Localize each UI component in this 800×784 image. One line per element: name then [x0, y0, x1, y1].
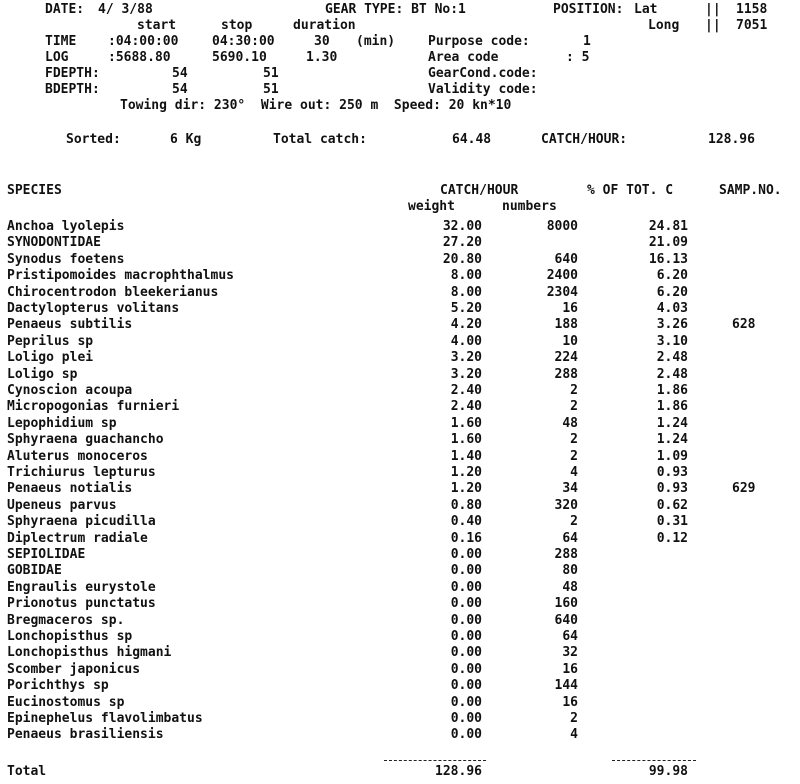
validity-label: Validity code: [428, 82, 538, 97]
time-label: TIME [45, 34, 77, 49]
lat-label: Lat [634, 2, 658, 17]
row-pct: 1.24 [656, 432, 688, 447]
pct-total-rule [612, 760, 696, 761]
log-label: LOG [45, 50, 69, 65]
species-name: Peprilus sp [7, 334, 94, 349]
row-numbers: 16 [562, 301, 578, 316]
row-weight: 0.00 [450, 695, 482, 710]
row-weight: 8.00 [450, 268, 482, 283]
row-weight: 1.20 [450, 481, 482, 496]
species-name: Porichthys sp [7, 678, 109, 693]
row-pct: 0.12 [656, 531, 688, 546]
row-numbers: 188 [554, 317, 578, 332]
row-pct: 1.09 [656, 449, 688, 464]
species-name: Micropogonias furnieri [7, 399, 180, 414]
sorted-value: 6 Kg [170, 132, 202, 147]
catch-per-hour-label: CATCH/HOUR: [541, 132, 628, 147]
row-numbers: 640 [554, 252, 578, 267]
row-pct: 16.13 [648, 252, 688, 267]
row-weight: 1.40 [450, 449, 482, 464]
row-numbers: 2400 [546, 268, 578, 283]
species-name: Engraulis eurystole [7, 580, 156, 595]
pct-total-header: % OF TOT. C [587, 183, 674, 198]
long-separator: || [705, 18, 721, 33]
species-name: Epinephelus flavolimbatus [7, 711, 203, 726]
species-name: Aluterus monoceros [7, 449, 148, 464]
row-samp-no: 628 [732, 317, 756, 332]
time-duration: 30 [314, 34, 330, 49]
row-numbers: 4 [570, 727, 578, 742]
row-pct: 0.31 [656, 514, 688, 529]
species-name: Pristipomoides macrophthalmus [7, 268, 234, 283]
row-weight: 0.00 [450, 711, 482, 726]
catch-per-hour-value: 128.96 [708, 132, 755, 147]
row-numbers: 288 [554, 367, 578, 382]
long-value: 7051 [736, 18, 768, 33]
row-pct: 2.48 [656, 350, 688, 365]
species-name: SYNODONTIDAE [7, 235, 101, 250]
row-numbers: 48 [562, 580, 578, 595]
row-pct: 1.86 [656, 383, 688, 398]
row-weight: 4.00 [450, 334, 482, 349]
row-numbers: 2 [570, 449, 578, 464]
species-name: Sphyraena guachancho [7, 432, 164, 447]
species-name: SEPIOLIDAE [7, 547, 86, 562]
row-pct: 1.86 [656, 399, 688, 414]
total-catch-value: 64.48 [452, 132, 492, 147]
species-header: SPECIES [7, 183, 62, 198]
row-weight: 0.16 [450, 531, 482, 546]
row-weight: 8.00 [450, 285, 482, 300]
row-numbers: 32 [562, 645, 578, 660]
row-numbers: 320 [554, 498, 578, 513]
species-name: Anchoa lyolepis [7, 219, 125, 234]
species-name: Lonchopisthus sp [7, 629, 133, 644]
species-name: Lonchopisthus higmani [7, 645, 172, 660]
time-unit: (min) [356, 34, 396, 49]
date-label: DATE: [45, 2, 85, 17]
row-weight: 0.00 [450, 645, 482, 660]
row-numbers: 4 [570, 465, 578, 480]
date-value: 4/ 3/88 [98, 2, 153, 17]
time-start: :04:00:00 [108, 34, 179, 49]
row-pct: 21.09 [648, 235, 688, 250]
row-numbers: 80 [562, 563, 578, 578]
row-numbers: 2 [570, 514, 578, 529]
species-name: Bregmaceros sp. [7, 613, 125, 628]
row-weight: 0.00 [450, 613, 482, 628]
row-pct: 1.24 [656, 416, 688, 431]
row-numbers: 48 [562, 416, 578, 431]
row-pct: 3.26 [656, 317, 688, 332]
weight-subheader: weight [408, 199, 455, 214]
row-numbers: 10 [562, 334, 578, 349]
species-name: Trichiurus lepturus [7, 465, 156, 480]
row-pct: 4.03 [656, 301, 688, 316]
row-numbers: 64 [562, 531, 578, 546]
log-start: :5688.80 [108, 50, 171, 65]
total-catch-label: Total catch: [273, 132, 367, 147]
row-numbers: 2 [570, 711, 578, 726]
row-weight: 0.00 [450, 596, 482, 611]
towing-line: Towing dir: 230° Wire out: 250 m Speed: 20 kn*10 [120, 98, 512, 113]
samp-no-header: SAMP.NO. [719, 183, 782, 198]
area-label: Area code [428, 50, 499, 65]
species-name: Scomber japonicus [7, 662, 141, 677]
purpose-label: Purpose code: [428, 34, 530, 49]
row-weight: 0.80 [450, 498, 482, 513]
fdepth-start: 54 [172, 66, 188, 81]
total-label: Total [7, 764, 47, 779]
row-weight: 0.00 [450, 547, 482, 562]
row-numbers: 288 [554, 547, 578, 562]
species-name: Sphyraena picudilla [7, 514, 156, 529]
total-weight: 128.96 [435, 764, 482, 779]
row-pct: 0.93 [656, 465, 688, 480]
species-name: Penaeus notialis [7, 481, 133, 496]
row-pct: 6.20 [656, 268, 688, 283]
total-pct: 99.98 [648, 764, 688, 779]
row-numbers: 144 [554, 678, 578, 693]
sorted-label: Sorted: [66, 132, 121, 147]
species-name: Penaeus brasiliensis [7, 727, 164, 742]
row-weight: 0.00 [450, 563, 482, 578]
species-name: Loligo sp [7, 367, 78, 382]
row-numbers: 34 [562, 481, 578, 496]
log-duration: 1.30 [306, 50, 338, 65]
col-start: start [137, 18, 177, 33]
catch-hour-header: CATCH/HOUR [440, 183, 519, 198]
species-name: GOBIDAE [7, 563, 62, 578]
row-numbers: 2 [570, 432, 578, 447]
row-pct: 0.93 [656, 481, 688, 496]
row-pct: 6.20 [656, 285, 688, 300]
species-name: Lepophidium sp [7, 416, 117, 431]
area-value: : 5 [566, 50, 590, 65]
fdepth-label: FDEPTH: [45, 66, 100, 81]
time-stop: 04:30:00 [212, 34, 275, 49]
bdepth-start: 54 [172, 82, 188, 97]
log-stop: 5690.10 [212, 50, 267, 65]
row-numbers: 2 [570, 399, 578, 414]
species-name: Prionotus punctatus [7, 596, 156, 611]
species-name: Loligo plei [7, 350, 94, 365]
row-weight: 0.00 [450, 629, 482, 644]
lat-separator: || [705, 2, 721, 17]
bdepth-stop: 51 [263, 82, 279, 97]
row-weight: 3.20 [450, 367, 482, 382]
row-pct: 0.62 [656, 498, 688, 513]
row-numbers: 2 [570, 383, 578, 398]
bdepth-label: BDEPTH: [45, 82, 100, 97]
row-weight: 0.00 [450, 662, 482, 677]
species-name: Synodus foetens [7, 252, 125, 267]
row-weight: 5.20 [450, 301, 482, 316]
row-numbers: 640 [554, 613, 578, 628]
row-numbers: 160 [554, 596, 578, 611]
row-numbers: 8000 [546, 219, 578, 234]
species-name: Penaeus subtilis [7, 317, 133, 332]
gear-type: GEAR TYPE: BT No:1 [325, 2, 466, 17]
row-weight: 4.20 [450, 317, 482, 332]
row-weight: 20.80 [442, 252, 482, 267]
row-numbers: 16 [562, 662, 578, 677]
species-name: Diplectrum radiale [7, 531, 148, 546]
row-weight: 27.20 [442, 235, 482, 250]
row-weight: 2.40 [450, 383, 482, 398]
species-name: Chirocentrodon bleekerianus [7, 285, 219, 300]
row-numbers: 224 [554, 350, 578, 365]
row-weight: 3.20 [450, 350, 482, 365]
row-weight: 1.60 [450, 432, 482, 447]
col-stop: stop [221, 18, 253, 33]
row-weight: 0.00 [450, 580, 482, 595]
row-weight: 0.00 [450, 727, 482, 742]
row-numbers: 64 [562, 629, 578, 644]
position-label: POSITION: [553, 2, 624, 17]
species-name: Dactylopterus volitans [7, 301, 180, 316]
row-weight: 1.60 [450, 416, 482, 431]
row-weight: 32.00 [442, 219, 482, 234]
species-name: Upeneus parvus [7, 498, 117, 513]
species-name: Cynoscion acoupa [7, 383, 133, 398]
row-pct: 24.81 [648, 219, 688, 234]
long-label: Long [648, 18, 680, 33]
row-weight: 0.40 [450, 514, 482, 529]
fdepth-stop: 51 [263, 66, 279, 81]
numbers-subheader: numbers [502, 199, 557, 214]
row-weight: 0.00 [450, 678, 482, 693]
gearcond-label: GearCond.code: [428, 66, 538, 81]
row-numbers: 2304 [546, 285, 578, 300]
purpose-value: 1 [583, 34, 591, 49]
row-weight: 1.20 [450, 465, 482, 480]
col-duration: duration [293, 18, 356, 33]
species-name: Eucinostomus sp [7, 695, 125, 710]
row-pct: 2.48 [656, 367, 688, 382]
row-samp-no: 629 [732, 481, 756, 496]
lat-value: 1158 [736, 2, 768, 17]
row-pct: 3.10 [656, 334, 688, 349]
row-numbers: 16 [562, 695, 578, 710]
row-weight: 2.40 [450, 399, 482, 414]
weight-total-rule [384, 760, 486, 761]
